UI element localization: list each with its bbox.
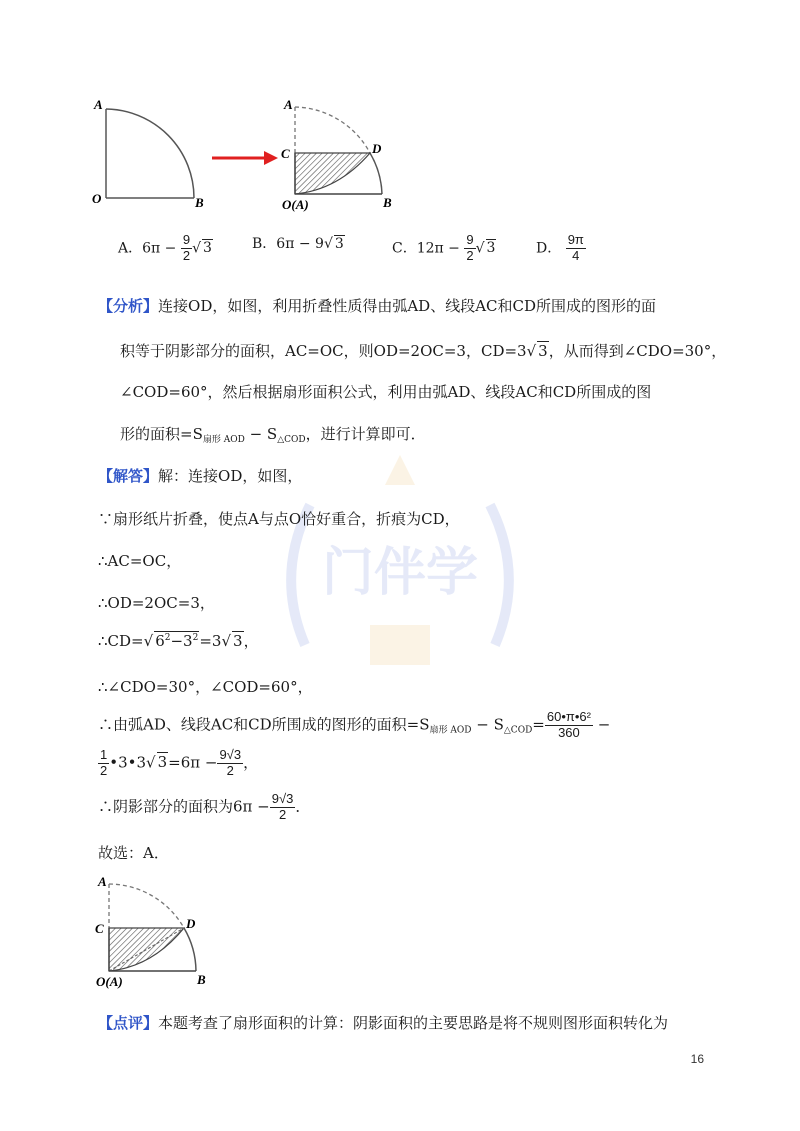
option-b: B．6π − 9√ 3 — [252, 236, 344, 252]
solution-line-5: ∴∠CDO=30°，∠COD=60°， — [98, 678, 313, 696]
solution-line-3: ∴OD=2OC=3， — [98, 594, 215, 612]
watermark-text: 门伴学 — [321, 543, 479, 603]
analysis-tag: 【分析】 — [98, 297, 159, 315]
option-a: A．6π − $\frac{9}{2}$ √ 3 — [118, 232, 212, 263]
analysis-line-4: 形的面积$=S_{扇形 AOD} - S_{\triangle COD}$，进行计算即可． — [120, 425, 426, 445]
label-O-A: O(A) — [96, 974, 123, 989]
analysis-line-3: ∠COD=60°，然后根据扇形面积公式，利用由弧AD、线段AC和CD所围成的图 — [120, 383, 652, 401]
comment-line: 【点评】本题考查了扇形面积的计算：阴影面积的主要思路是将不规则图形面积转化为 — [98, 1014, 669, 1032]
solution-line-6: ∴由弧AD、线段AC和CD所围成的图形的面积$=S_{扇形 AOD} - S_{\triangle COD}=$ $\frac{\text{60•π•6²}}{360}$ − — [98, 709, 611, 740]
watermark-logo — [265, 445, 535, 705]
label-A: A — [94, 97, 103, 112]
solution-line-head: 【解答】解：连接OD，如图， — [98, 467, 303, 485]
arrow-right-icon — [210, 148, 280, 168]
label-B: B — [197, 972, 206, 987]
label-B: B — [383, 195, 392, 210]
analysis-line-2: 积等于阴影部分的面积，AC=OC，则OD=2OC=3，CD=3√ 3，从而得到∠CDO=30°， — [120, 342, 727, 360]
comment-tag: 【点评】 — [98, 1014, 159, 1032]
option-c: C．12π − $\frac{9}{2}$ √ 3 — [392, 232, 496, 263]
label-A: A — [284, 97, 293, 112]
label-C: C — [95, 921, 104, 936]
figure-folded-sector — [278, 95, 403, 215]
label-D: D — [186, 916, 196, 931]
solution-line-1: ∵扇形纸片折叠，使点A与点O恰好重合，折痕为CD， — [98, 510, 460, 528]
label-O: O — [92, 191, 102, 206]
page-number: 16 — [690, 1052, 704, 1066]
figure-quarter-circle — [92, 95, 217, 215]
solution-tag: 【解答】 — [98, 467, 159, 485]
figure-solution-diagram — [92, 872, 217, 992]
solution-line-2: ∴AC=OC， — [98, 552, 182, 570]
solution-line-7: $\frac{1}{2}$ •3•3√ 3=6π − $\frac{9√3}{2}$ ， — [100, 747, 259, 778]
label-O-A: O(A) — [282, 197, 309, 212]
label-B: B — [195, 195, 204, 210]
solution-line-8: ∴阴影部分的面积为6π − $\frac{9√3}{2}$ ． — [98, 791, 311, 822]
label-D: D — [372, 141, 382, 156]
solution-line-4: ∴CD=√ $6^2-3^2=3√$ 3， — [98, 632, 259, 650]
label-A: A — [98, 874, 107, 889]
analysis-line-1: 【分析】连接OD，如图，利用折叠性质得由弧AD、线段AC和CD所围成的图形的面 — [98, 297, 657, 315]
answer-line: 故选：A． — [98, 844, 169, 862]
option-d: D． $\frac{9\pi}{4}$ — [536, 232, 584, 263]
label-C: C — [281, 146, 290, 161]
